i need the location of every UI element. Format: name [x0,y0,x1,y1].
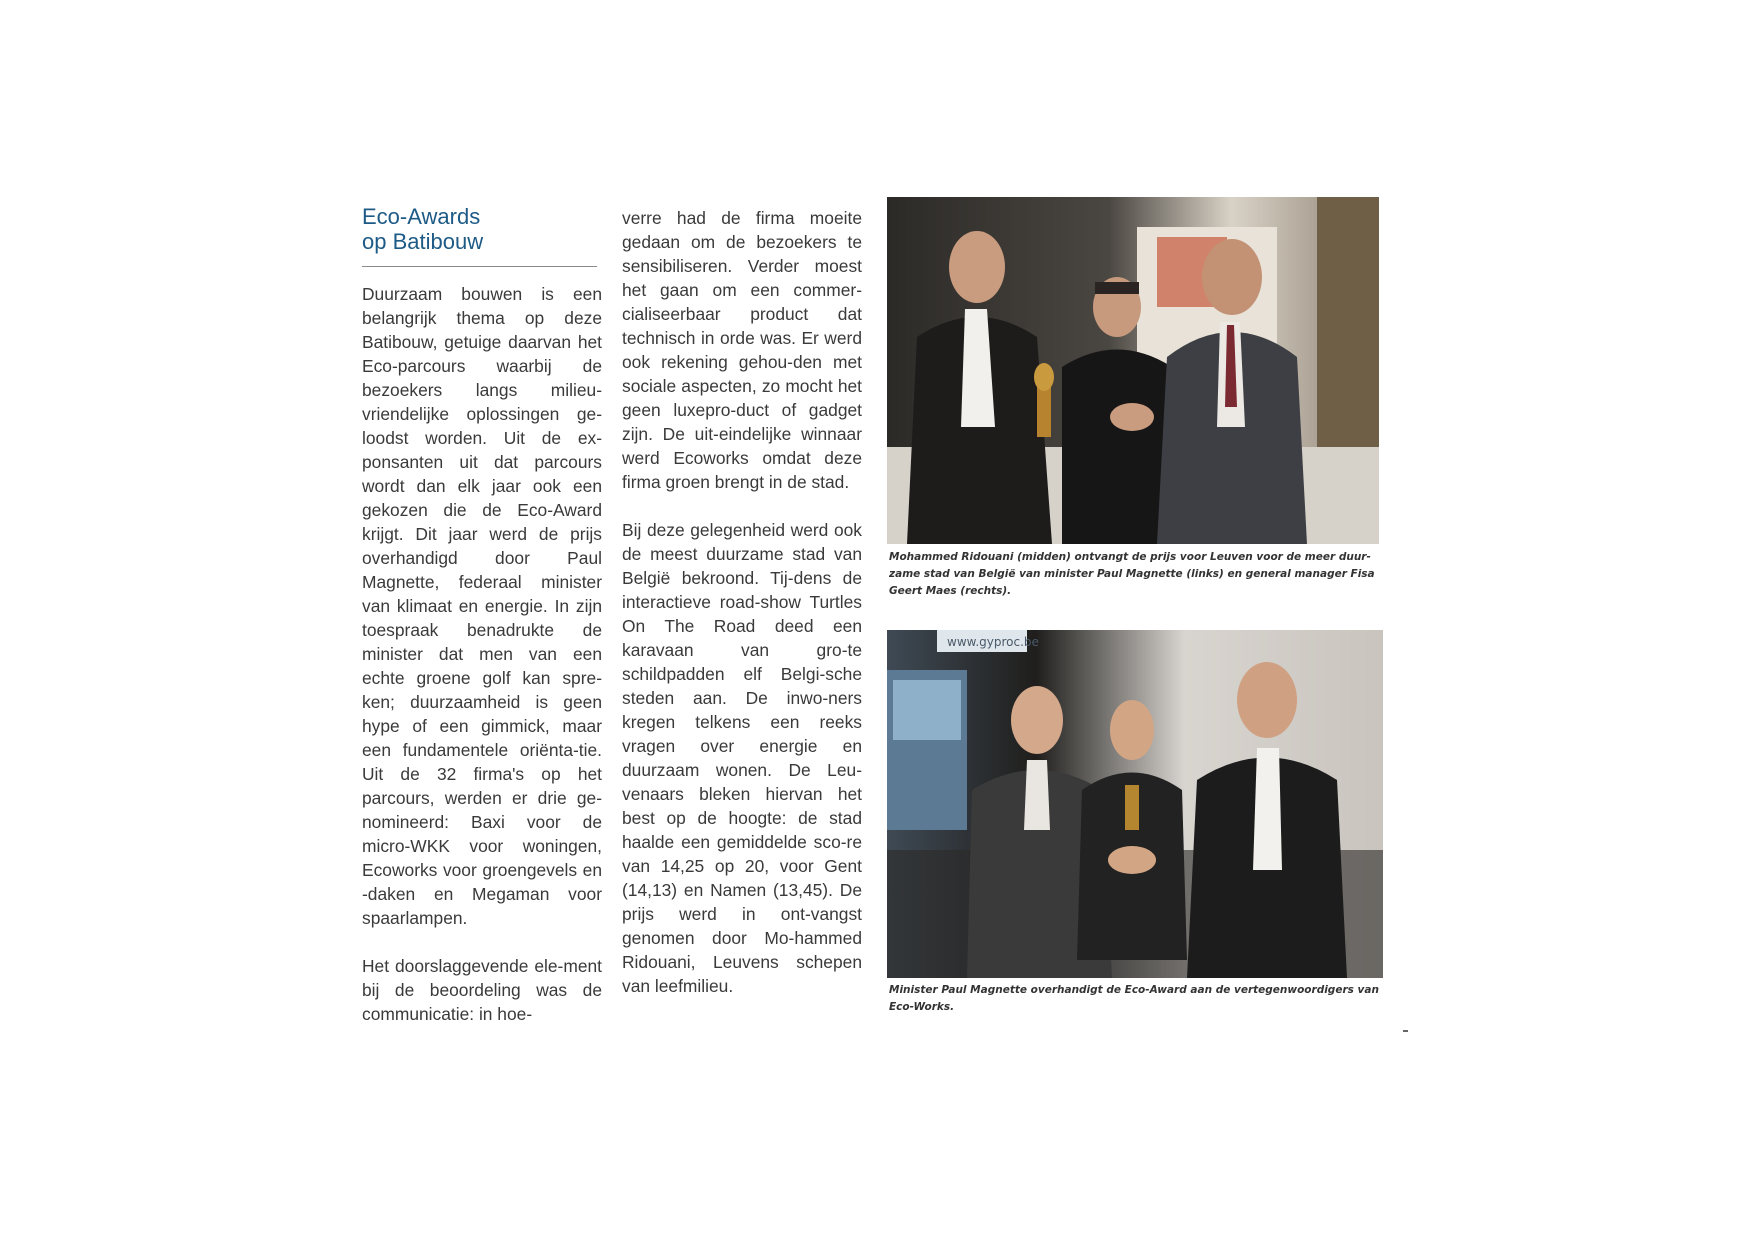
paragraph: Duurzaam bouwen is een belangrijk thema op deze Batibouw, getuige daarvan het Eco-parcours waarbij de bezoekers langs milieu-vriendelijke oplossingen ge-loodst worden. Uit de ex-ponsanten uit dat parcours wordt dan elk jaar ook een gekozen die de Eco-Award krijgt. Dit jaar werd de prijs overhandigd door Paul Magnette, federaal minister van klimaat en energie. In zijn toespraak benadrukte de minister dat men van een echte groene golf kan spre-ken; duurzaamheid is geen hype of een gimmick, maar een fundamentele oriënta-tie. Uit de 32 firma's op het parcours, werden er drie ge-nomineerd: Baxi voor de micro-WKK voor woningen, Ecoworks voor groengevels en -daken en Megaman voor spaarlampen. [362,284,602,928]
paragraph: verre had de firma moeite gedaan om de bezoekers te sensibiliseren. Verder moest het gaan om een commer-cialiseerbaar product dat technisch in orde was. Er werd ook rekening gehou-den met sociale aspecten, zo mocht het geen luxepro-duct of gadget zijn. De uit-eindelijke winnaar werd Ecoworks omdat deze firma groen brengt in de stad. [622,208,862,492]
text-column-2 [622,206,862,998]
paragraph: Het doorslaggevende ele-ment bij de beoordeling was de communicatie: in hoe- [362,956,602,1024]
photo-caption-2: Minister Paul Magnette overhandigt de Eco-Award aan de vertegenwoordigers van Eco-Works. [889,984,1379,1013]
photo-award-ecoworks [887,630,1383,978]
photo-award-leuven [887,197,1379,544]
paragraph: Bij deze gelegenheid werd ook de meest duurzame stad van België bekroond. Tij-dens de interactieve road-show Turtles On The Road deed een karavaan van gro-te schildpadden elf Belgi-sche steden aan. De inwo-ners kregen telkens een reeks vragen over energie en duurzaam wonen. De Leu-venaars bleken hiervan het best op de hoogte: de stad haalde een gemiddelde sco-re van 14,25 op 20, voor Gent (14,13) en Namen (13,45). De prijs werd in ont-vangst genomen door Mo-hammed Ridouani, Leuvens schepen van leefmilieu. [622,520,862,996]
headline-line-1: Eco-Awards [362,204,481,229]
page-mark [1403,1030,1408,1032]
headline-line-2: op Batibouw [362,229,484,254]
article-headline [362,204,602,254]
photo2-sign-text: www.gyproc.be [947,635,1039,649]
photo-award-ecoworks-image [887,630,1383,978]
text-column-1 [362,282,602,1026]
headline-divider [362,266,597,267]
photo-award-leuven-image [887,197,1379,544]
photo-caption-1: Mohammed Ridouani (midden) ontvangt de prijs voor Leuven voor de meer duur-zame stad van België van minister Paul Magnette (links) en general manager Fisa Geert Maes (rechts). [889,551,1375,597]
